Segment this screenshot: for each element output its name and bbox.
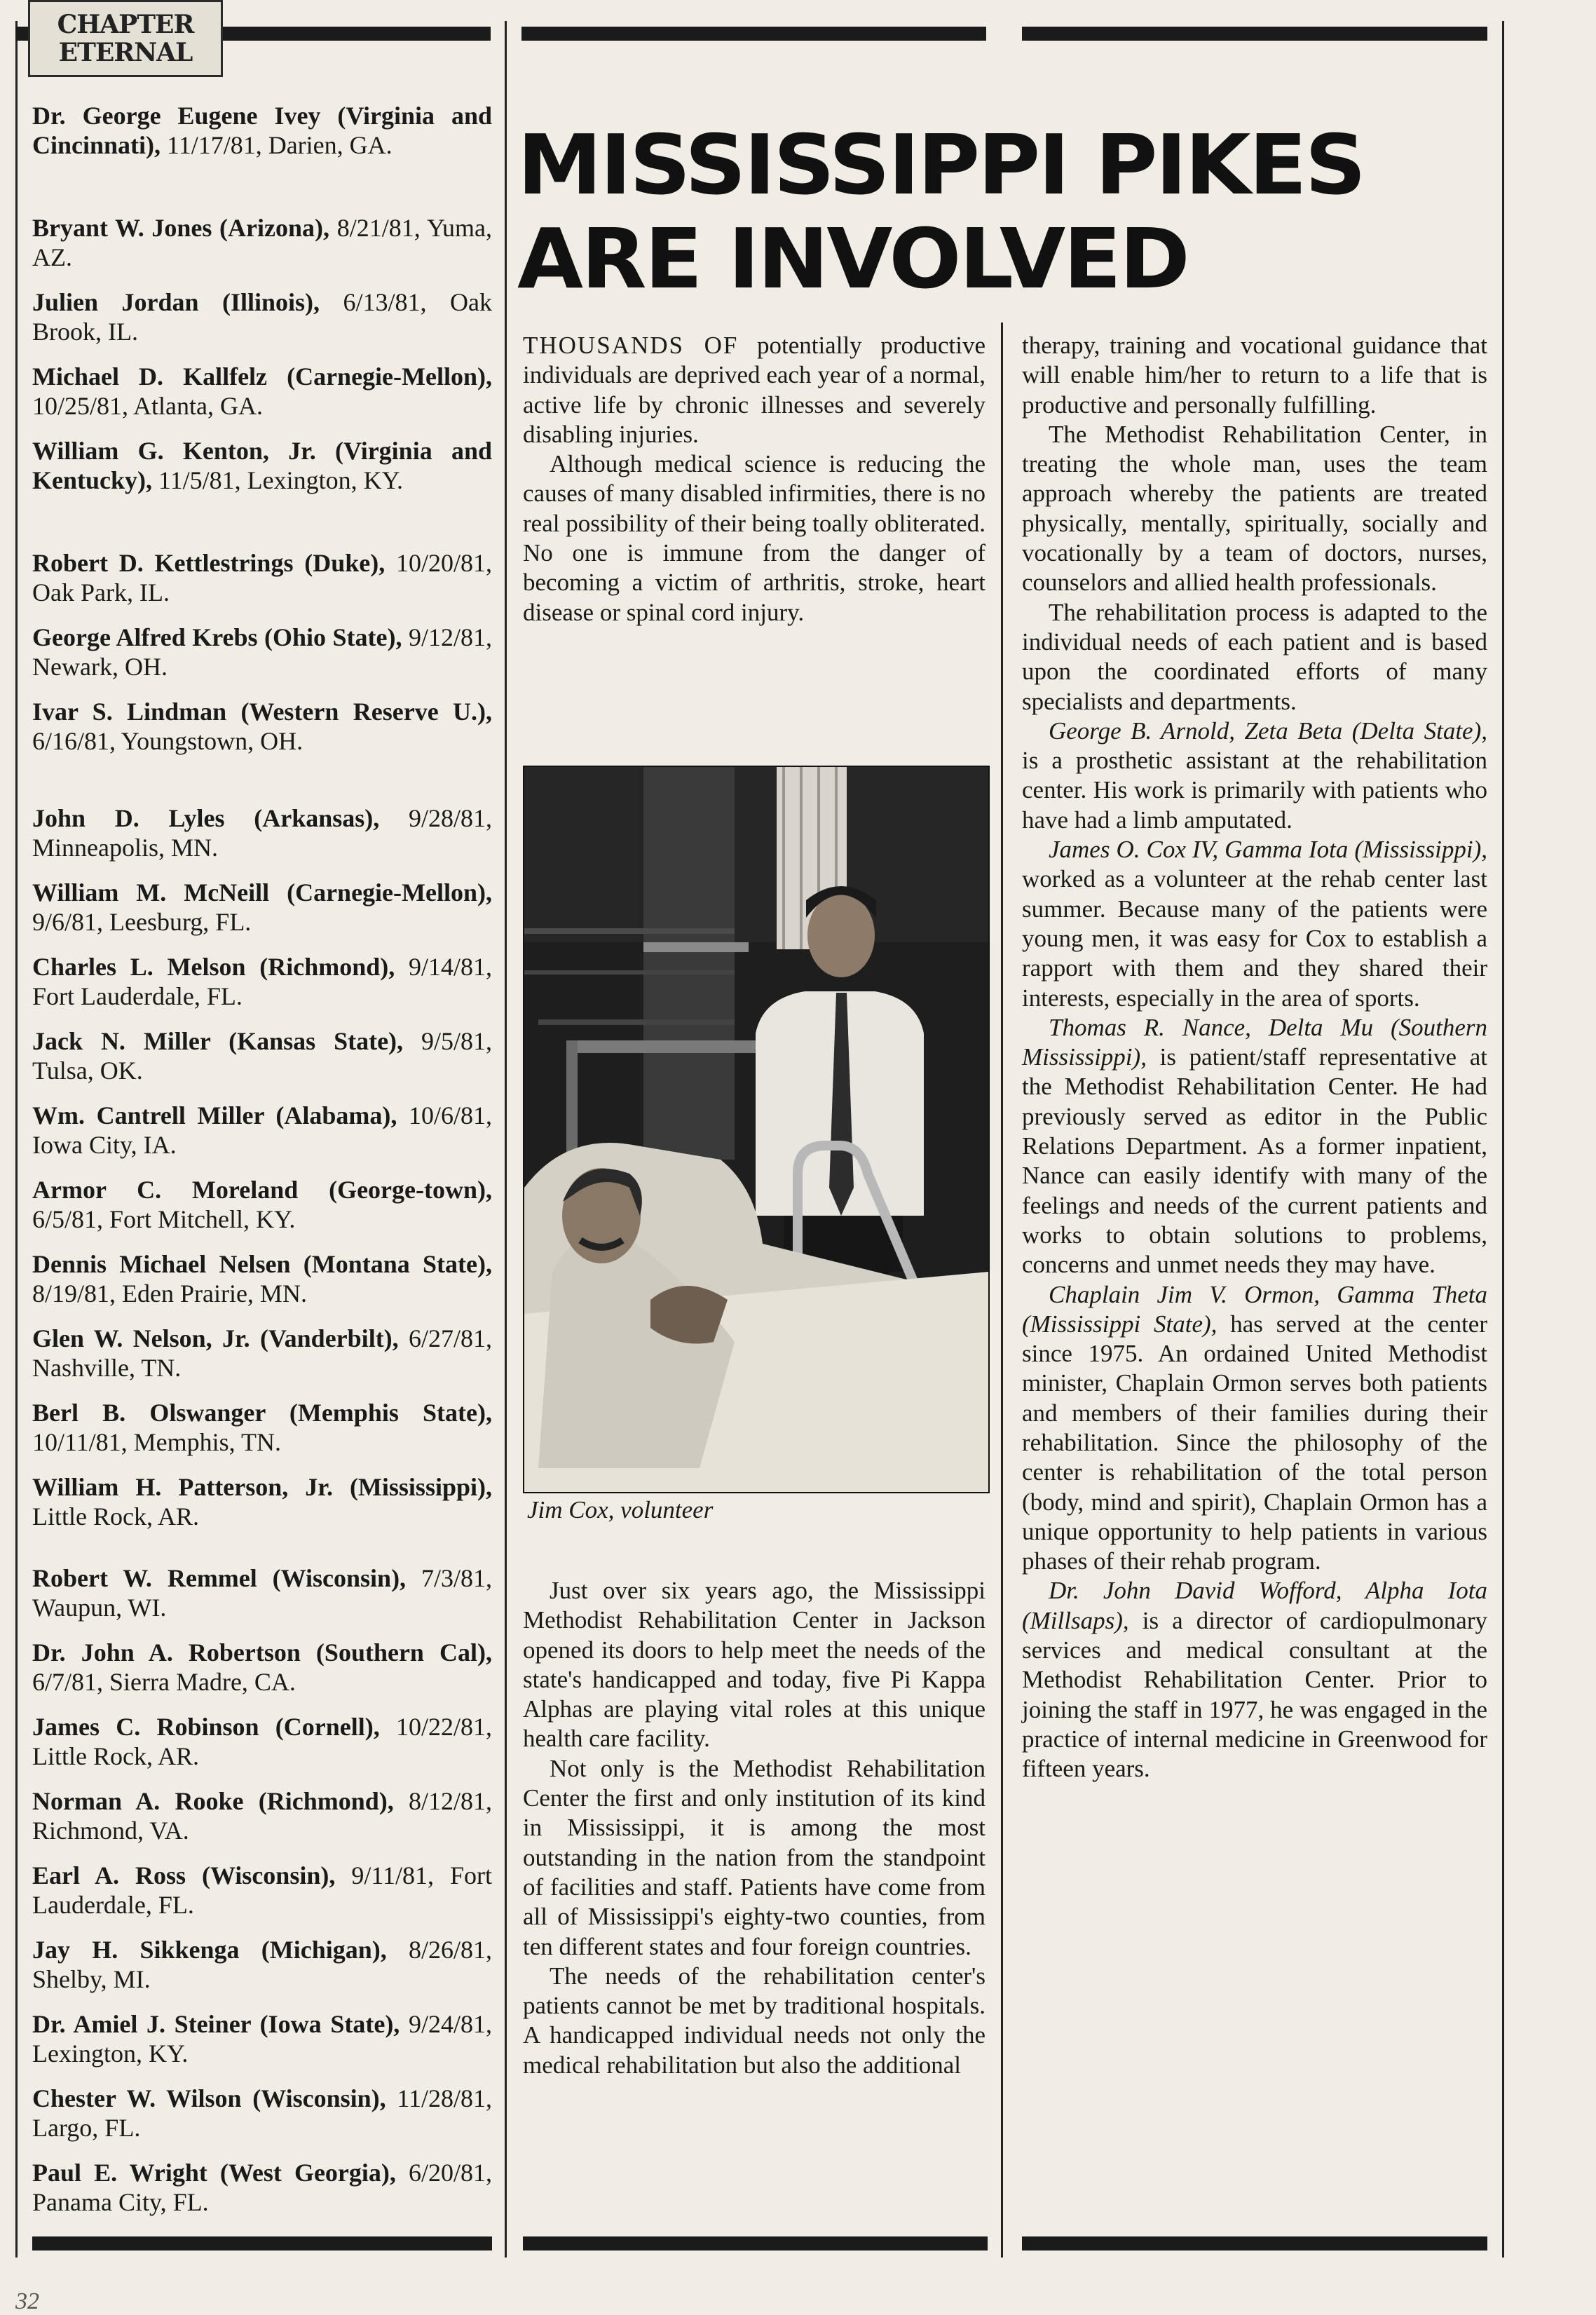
obituary-name: Chester W. Wilson (Wisconsin), bbox=[32, 2084, 386, 2112]
obituary-name: George Alfred Krebs (Ohio State), bbox=[32, 623, 402, 651]
obituary-details: 8/21/81, Yuma, AZ. bbox=[32, 214, 493, 271]
obituary-name: Glen W. Nelson, Jr. (Vanderbilt), bbox=[32, 1324, 399, 1352]
obituary-name: Julien Jordan (Illinois), bbox=[32, 288, 320, 316]
article-paragraph: The needs of the rehabilitation center's patients cannot be met by traditional hospitals. A handicapped individual needs not only the medical rehabilitation but also the additional bbox=[523, 1962, 985, 2079]
obituary-details: 10/25/81, Atlanta, GA. bbox=[32, 392, 263, 420]
member-name: George B. Arnold, Zeta Beta (Delta State), bbox=[1049, 717, 1487, 745]
obituary-entry bbox=[32, 952, 492, 1011]
obituary-details: 9/5/81, Tulsa, OK. bbox=[32, 1027, 492, 1085]
obituary-details: 9/14/81, Fort Lauderdale, FL. bbox=[32, 953, 493, 1010]
obituary-name: Charles L. Melson (Richmond), bbox=[32, 953, 395, 981]
obituary-entry bbox=[32, 436, 492, 495]
obituary-name: Dennis Michael Nelsen (Montana State), bbox=[32, 1250, 492, 1278]
obituary-entry bbox=[32, 1472, 492, 1531]
bottom-bar-left bbox=[32, 2236, 492, 2250]
obituary-entry bbox=[32, 1638, 492, 1697]
article-col-middle-top bbox=[523, 331, 985, 627]
article-col-right bbox=[1022, 331, 1487, 1784]
obituary-entry bbox=[32, 548, 492, 607]
obituary-entry bbox=[32, 287, 492, 346]
obituary-entry bbox=[32, 1324, 492, 1383]
article-paragraph: The rehabilitation process is adapted to the individual needs of each patient and is based upon the coordinated efforts of many specialists and departments. bbox=[1022, 598, 1487, 715]
article-paragraph: therapy, training and vocational guidance that will enable him/her to return to a life that is productive and personally fulfilling. bbox=[1022, 332, 1487, 419]
obituary-name: Jay H. Sikkenga (Michigan), bbox=[32, 1936, 387, 1964]
obituary-details: 6/20/81, Panama City, FL. bbox=[32, 2159, 492, 2216]
obituary-name: Dr. John A. Robertson (Southern Cal), bbox=[32, 1638, 492, 1666]
page-number: 32 bbox=[15, 2288, 39, 2314]
obituary-entry bbox=[32, 2009, 492, 2068]
obituary-name: William G. Kenton, Jr. (Virginia and Kentucky), bbox=[32, 437, 492, 494]
top-bar-right bbox=[1022, 27, 1487, 41]
chapter-eternal-badge bbox=[28, 0, 223, 77]
obituary-name: Dr. Amiel J. Steiner (Iowa State), bbox=[32, 2010, 400, 2038]
obituary-details: 10/20/81, Oak Park, IL. bbox=[32, 549, 493, 606]
lead-caps: THOUSANDS OF bbox=[523, 332, 739, 359]
obituary-details: 11/17/81, Darien, GA. bbox=[167, 131, 393, 159]
obituary-entry bbox=[32, 1712, 492, 1771]
obituary-name: John D. Lyles (Arkansas), bbox=[32, 804, 380, 832]
obituary-details: 10/6/81, Iowa City, IA. bbox=[32, 1101, 493, 1159]
obituary-entry bbox=[32, 1101, 492, 1160]
obituary-details: 8/12/81, Richmond, VA. bbox=[32, 1787, 492, 1845]
obituary-entry bbox=[32, 362, 492, 421]
obituary-details: 10/11/81, Memphis, TN. bbox=[32, 1428, 282, 1456]
headline-line-2: ARE INVOLVED bbox=[517, 210, 1188, 307]
obituary-entry bbox=[32, 101, 492, 160]
obituary-entry bbox=[32, 1563, 492, 1622]
member-name: Dr. John David Wofford, Alpha Iota (Millsaps), bbox=[1022, 1577, 1487, 1634]
bottom-bar-right bbox=[1022, 2236, 1487, 2250]
obituary-name: Wm. Cantrell Miller (Alabama), bbox=[32, 1101, 397, 1129]
obituary-name: William H. Patterson, Jr. (Mississippi), bbox=[32, 1473, 492, 1501]
obituary-details: 6/5/81, Fort Mitchell, KY. bbox=[32, 1205, 296, 1233]
article-paragraph: Although medical science is reducing the causes of many disabled infirmities, there is no real possibility of their being toally obliterated. No one is immune from the danger of becoming a victim of arthritis, stroke, heart disease or spinal cord injury. bbox=[523, 450, 985, 626]
right-margin-rule bbox=[1502, 21, 1504, 2258]
obituary-entry bbox=[32, 213, 492, 272]
obituary-entry bbox=[32, 2084, 492, 2143]
photo-caption: Jim Cox, volunteer bbox=[527, 1496, 714, 1523]
article-paragraph: THOUSANDS OF potentially productive individuals are deprived each year of a normal, active life by chronic illnesses and severely disabling injuries. bbox=[523, 332, 985, 448]
obituary-entry bbox=[32, 803, 492, 862]
obituary-entry bbox=[32, 623, 492, 681]
article-paragraph: Just over six years ago, the Mississippi Methodist Rehabilitation Center in Jackson opened its doors to help meet the needs of the state's handicapped and today, five Pi Kappa Alphas are playing vital roles at this unique health care facility. bbox=[523, 1577, 985, 1753]
obituary-entry bbox=[32, 1398, 492, 1457]
column-divider-1 bbox=[505, 21, 507, 2258]
obituary-name: Paul E. Wright (West Georgia), bbox=[32, 2159, 396, 2187]
obituary-name: Dr. George Eugene Ivey (Virginia and Cincinnati), bbox=[32, 102, 492, 159]
obituary-details: 7/3/81, Waupun, WI. bbox=[32, 1564, 492, 1622]
obituary-entry bbox=[32, 1026, 492, 1085]
obituary-details: 6/13/81, Oak Brook, IL. bbox=[32, 288, 492, 346]
obituary-name: Bryant W. Jones (Arizona), bbox=[32, 214, 330, 242]
obituary-details: 9/28/81, Minneapolis, MN. bbox=[32, 804, 493, 862]
article-col-middle-bottom bbox=[523, 1576, 985, 2080]
obituary-details: 9/11/81, Fort Lauderdale, FL. bbox=[32, 1861, 492, 1919]
obituary-details: 6/27/81, Nashville, TN. bbox=[32, 1324, 492, 1382]
obituary-name: William M. McNeill (Carnegie-Mellon), bbox=[32, 878, 492, 907]
obituary-entry bbox=[32, 878, 492, 937]
top-bar-middle bbox=[521, 27, 986, 41]
obituary-name: Norman A. Rooke (Richmond), bbox=[32, 1787, 394, 1815]
obituary-name: Ivar S. Lindman (Western Reserve U.), bbox=[32, 698, 492, 726]
photo-jim-cox-volunteer bbox=[523, 766, 990, 1493]
article-paragraph: George B. Arnold, Zeta Beta (Delta State), is a prosthetic assistant at the rehabilitation center. His work is primarily with patients who have had a limb amputated. bbox=[1022, 717, 1487, 834]
member-name: Chaplain Jim V. Ormon, Gamma Theta (Mississippi State), bbox=[1022, 1280, 1487, 1338]
obituary-details: 11/28/81, Largo, FL. bbox=[32, 2084, 492, 2142]
obituary-name: Earl A. Ross (Wisconsin), bbox=[32, 1861, 336, 1889]
bottom-bar-middle bbox=[523, 2236, 988, 2250]
article-paragraph: Chaplain Jim V. Ormon, Gamma Theta (Mississippi State), has served at the center since 1975. An ordained United Methodist minister, Chaplain Ormon serves both patients and members of their families during their rehabilitation. Since the philosophy of the center is rehabilitation of the total person (body, mind and spirit), Chaplain Ormon has a unique opportunity to help patients in various phases of their rehab program. bbox=[1022, 1280, 1487, 1575]
column-divider-2 bbox=[1001, 323, 1003, 2258]
obituary-name: James C. Robinson (Cornell), bbox=[32, 1713, 380, 1741]
obituary-name: Jack N. Miller (Kansas State), bbox=[32, 1027, 404, 1055]
obituary-name: Robert W. Remmel (Wisconsin), bbox=[32, 1564, 407, 1592]
photo-illustration bbox=[524, 767, 988, 1492]
article-paragraph: Dr. John David Wofford, Alpha Iota (Millsaps), is a director of cardiopulmonary services and medical consultant at the Methodist Rehabilitation Center. Prior to joining the staff in 1977, he was engaged in the practice of internal medicine in Greenwood for fifteen years. bbox=[1022, 1577, 1487, 1783]
obituary-details: 10/22/81, Little Rock, AR. bbox=[32, 1713, 492, 1770]
obituary-details: 6/16/81, Youngstown, OH. bbox=[32, 727, 303, 755]
obituary-entry bbox=[32, 1175, 492, 1234]
obituary-entry bbox=[32, 1861, 492, 1920]
obituary-details: 8/19/81, Eden Prairie, MN. bbox=[32, 1279, 307, 1308]
top-bar-left bbox=[223, 27, 491, 41]
article-headline bbox=[517, 118, 1528, 306]
obituary-entry bbox=[32, 1249, 492, 1308]
member-name: Thomas R. Nance, Delta Mu (Southern Mississippi), bbox=[1022, 1013, 1487, 1071]
obituary-entry bbox=[32, 1935, 492, 1994]
obituary-details: 6/7/81, Sierra Madre, CA. bbox=[32, 1668, 296, 1696]
obituary-name: Robert D. Kettlestrings (Duke), bbox=[32, 549, 386, 577]
member-name: James O. Cox IV, Gamma Iota (Mississippi), bbox=[1049, 836, 1487, 864]
obituary-details: 8/26/81, Shelby, MI. bbox=[32, 1936, 492, 1993]
badge-line-1: CHAPTER bbox=[57, 10, 194, 39]
left-margin-rule bbox=[15, 21, 18, 2258]
obituary-details: 9/6/81, Leesburg, FL. bbox=[32, 908, 252, 936]
article-paragraph: James O. Cox IV, Gamma Iota (Mississippi), worked as a volunteer at the rehab center last summer. Because many of the patients were young men, it was easy for Cox to establish a rapport with them and they shared their interests, especially in the area of sports. bbox=[1022, 836, 1487, 1012]
obituary-details: 11/5/81, Lexington, KY. bbox=[158, 466, 403, 494]
article-paragraph: Thomas R. Nance, Delta Mu (Southern Mississippi), is patient/staff representative at the Methodist Rehabilitation Center. He had previously served as editor in the Public Relations Department. As a former inpatient, Nance can easily identify with many of the feelings and needs of the current patients and works to obtain solutions to problems, concerns and unmet needs they may have. bbox=[1022, 1013, 1487, 1279]
badge-line-2: ETERNAL bbox=[58, 38, 193, 67]
obituary-entry bbox=[32, 697, 492, 756]
obituary-details: 9/12/81, Newark, OH. bbox=[32, 623, 492, 681]
obituary-entry bbox=[32, 1786, 492, 1845]
article-paragraph: Not only is the Methodist Rehabilitation Center the first and only institution of its kind in Mississippi, it is among the most outstanding in the nation from the standpoint of facilities and staff. Patients have come from all of Mississippi's eighty-two counties, from ten different states and four foreign countries. bbox=[523, 1754, 985, 1960]
obituary-name: Berl B. Olswanger (Memphis State), bbox=[32, 1399, 492, 1427]
obituary-name: Michael D. Kallfelz (Carnegie-Mellon), bbox=[32, 362, 492, 391]
obituary-details: Little Rock, AR. bbox=[32, 1502, 199, 1530]
obituary-name: Armor C. Moreland (George-town), bbox=[32, 1176, 492, 1204]
obituary-entry bbox=[32, 2158, 492, 2217]
obituary-details: 9/24/81, Lexington, KY. bbox=[32, 2010, 493, 2068]
headline-line-1: MISSISSIPPI PIKES bbox=[517, 116, 1365, 213]
article-paragraph: The Methodist Rehabilitation Center, in treating the whole man, uses the team approach whereby the patients are treated physically, mentally, spiritually, socially and vocationally by a team of doctors, nurses, counselors and allied health professionals. bbox=[1022, 420, 1487, 597]
